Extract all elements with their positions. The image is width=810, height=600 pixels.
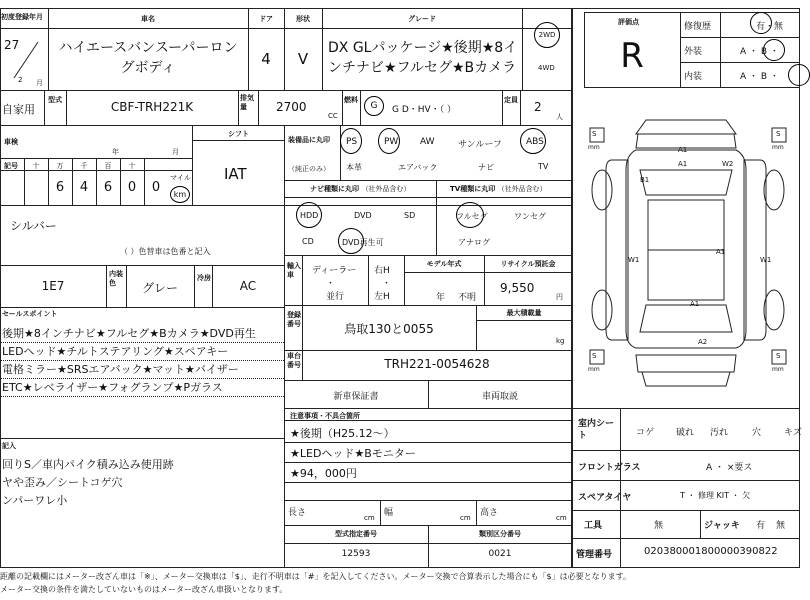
remark-line: 回りS／車内パイク積み込み使用跡 (2, 458, 174, 471)
scale-unit: mm (588, 144, 600, 151)
recycle-unit: 円 (556, 293, 563, 301)
remarks-label: 記入 (2, 442, 16, 450)
management-number: 020380001800000390822 (644, 546, 778, 557)
doors-value: 4 (261, 50, 271, 68)
equipment-option: TV (538, 162, 549, 171)
scale-mark: S (592, 130, 597, 138)
equipment-option: 本革 (346, 163, 362, 172)
reg-month: 2 (18, 76, 23, 84)
new-car-warranty: 新車保証書 (333, 392, 379, 402)
mile-label: マイル (170, 174, 191, 182)
damage-mark: A1 (678, 146, 688, 154)
import-dealer: ディーラー (312, 266, 357, 276)
mileage-symbol-label: 記号 (4, 162, 18, 170)
mileage-unit-label: 万 (56, 162, 64, 170)
recycle-value: 9,550 (500, 281, 535, 295)
displacement-label: 排気量 (240, 94, 254, 111)
equipment-option: PS (346, 137, 358, 147)
max-load-label: 最大積載量 (506, 309, 542, 317)
exterior-grade-circle (763, 39, 785, 61)
tv-option: ワンセグ (514, 212, 546, 221)
sales-point-line: 電格ミラー★SRSエアバック★マット★バイザー (2, 363, 239, 376)
navi-option: DVD再生可 (342, 238, 384, 247)
month-unit: 月 (36, 79, 43, 87)
equipment-option: PW (384, 137, 399, 147)
sales-point-label: セールスポイント (2, 310, 58, 318)
spare-tire-label: スペアタイヤ (578, 493, 632, 503)
navi-option: SD (404, 211, 416, 220)
note-line: ★94，000円 (290, 467, 357, 480)
jack-value: 有 (756, 521, 766, 531)
scale-mark: S (776, 352, 781, 360)
chassis-value: TRH221-0054628 (384, 357, 490, 371)
height-label: 高さ (480, 508, 499, 518)
notes-label: 注意事項・不具合箇所 (290, 412, 360, 420)
equipment-option: AW (420, 137, 435, 147)
mileage-unit-label: 千 (80, 162, 88, 170)
import-dot-2: ・ (382, 279, 392, 289)
score-label: 評価点 (618, 18, 639, 26)
equipment-circle (340, 128, 362, 154)
navi-hdd-circle (296, 202, 322, 228)
equipment-option: ABS (526, 137, 544, 147)
doors-label: ドア (259, 15, 273, 23)
front-glass-value: A ・ ×要ス (706, 463, 753, 473)
first-reg-label: 初度登録年月 (1, 13, 43, 21)
mileage-digit: 4 (79, 180, 89, 195)
registration-value: 鳥取130と0055 (344, 322, 434, 336)
damage-mark: A2 (698, 338, 708, 346)
body-color: シルバー (10, 219, 57, 233)
management-label: 管理番号 (576, 550, 613, 560)
scale-mark: S (592, 352, 597, 360)
length-label: 長さ (288, 508, 307, 518)
class-number-label: 類別区分番号 (479, 530, 521, 538)
damage-mark: W1 (628, 256, 640, 264)
model-year-unit: 年 (436, 293, 446, 303)
damage-mark: B1 (640, 176, 650, 184)
color-code: 1E7 (41, 279, 65, 293)
km-circle: km (170, 186, 190, 203)
damage-mark: W1 (760, 256, 772, 264)
sales-point-line: ETC★レベライザー★フォグランプ★Pガラス (2, 381, 223, 394)
ac-label: 冷房 (197, 274, 211, 282)
sales-point-line: LEDヘッド★チルトステアリング★スペアキー (2, 345, 229, 358)
scale-unit: mm (772, 366, 784, 373)
shift-value: IAT (224, 165, 247, 183)
vehicle-diagram (576, 100, 800, 400)
shape-value: V (297, 50, 309, 68)
damage-mark: A1 (716, 248, 726, 256)
width-unit: cm (460, 514, 471, 522)
interior-color: グレー (141, 281, 178, 295)
inspection-month-unit: 月 (172, 148, 179, 156)
exterior-value: A ・ B ・ (740, 47, 779, 57)
grade-value: DX GLパッケージ★後期★8インチナビ★フルセグ★Bカメラ (328, 40, 518, 76)
note-line: ★LEDヘッド★Bモニター (290, 447, 416, 460)
scale-mark: S (776, 130, 781, 138)
exterior-label: 外装 (684, 47, 703, 57)
ac-value: AC (239, 279, 257, 293)
footer-note-2: メーター交換の条件を満たしていないものはメーター改ざん車扱いとなります。 (0, 585, 288, 594)
tools-label: 工具 (584, 521, 603, 531)
chassis-label: 車台番号 (287, 352, 301, 369)
capacity-label: 定員 (504, 96, 518, 104)
import-left-h: 左H (374, 292, 390, 302)
navi-type-label: ナビ種類に丸印 （社外品含む） (310, 185, 411, 193)
interior-grade-circle (788, 64, 810, 86)
use-type: 自家用 (2, 103, 35, 116)
tools-value: 無 (654, 521, 664, 531)
import-right-h: 右H (374, 266, 390, 276)
equipment-sub: （純正のみ） (288, 165, 330, 173)
seat-condition-item: キズ (784, 428, 802, 438)
note-line: ★後期（H25.12～） (290, 427, 395, 440)
footer-note-1: 距離の記載欄にはメーター改ざん車は「※」、メーター交換車は「$」、走行不明車は「#」を記入してください。メーター交換で合算表示した場合にも「$」は必要となります。 (0, 572, 631, 581)
interior-grade-value: A ・ B ・ (740, 72, 779, 82)
grade-label: グレード (408, 15, 436, 23)
import-label: 輸入車 (287, 262, 301, 279)
spare-tire-value: T ・ 修理 KIT ・ 欠 (680, 491, 751, 500)
model-value: CBF-TRH221K (110, 100, 194, 114)
score-value: R (620, 36, 644, 76)
registration-label: 登録番号 (287, 311, 301, 328)
capacity-unit: 人 (556, 113, 563, 121)
interior-color-label: 内装色 (109, 270, 123, 287)
mileage-unit-label: 百 (104, 162, 112, 170)
tv-option: アナログ (458, 238, 490, 247)
equipment-option: ナビ (478, 163, 494, 172)
damage-mark: A1 (678, 160, 688, 168)
repair-history-label: 修復歴 (684, 22, 712, 32)
navi-dvd-play-circle (338, 228, 364, 254)
mileage-unit-label: 十 (128, 162, 136, 170)
width-label: 幅 (384, 508, 394, 518)
scale-unit: mm (772, 144, 784, 151)
remark-line: ンパーワレ小 (2, 494, 68, 507)
capacity-value: 2 (534, 100, 542, 114)
seat-condition-item: コゲ (636, 428, 655, 438)
seat-label: 室内シート (578, 419, 615, 441)
mileage-digit: 6 (103, 180, 113, 195)
equipment-option: エアバック (398, 163, 438, 172)
class-number-value: 0021 (488, 549, 512, 559)
tv-type-label: TV種類に丸印 （社外品含む） (450, 185, 547, 193)
model-year-label: モデル年式 (426, 260, 462, 268)
car-name-label: 車名 (141, 15, 155, 23)
seat-condition-item: 穴 (752, 428, 762, 438)
fuel-g-circle: G (364, 96, 384, 116)
tv-option: フルセグ (456, 212, 488, 221)
seat-condition-item: 破れ (676, 428, 695, 438)
inspection-year-unit: 年 (112, 148, 119, 156)
fuel-label: 燃料 (344, 96, 358, 104)
shift-label: シフト (228, 130, 249, 138)
jack-label: ジャッキ (704, 521, 740, 531)
kg-unit: kg (556, 337, 565, 345)
mileage-digit: 0 (151, 180, 161, 195)
reg-year: 27 (4, 38, 20, 52)
tv-fullseg-circle (456, 202, 484, 228)
sales-point-line: 後期★8インチナビ★フルセグ★Bカメラ★DVD再生 (2, 327, 256, 340)
model-year-unknown: 不明 (458, 293, 477, 303)
equipment-circle (378, 128, 400, 154)
drive-4wd: 4WD (538, 64, 555, 72)
navi-option: HDD (300, 211, 319, 220)
mileage-unit-label: 十 (32, 162, 40, 170)
equipment-circle (520, 128, 546, 154)
equipment-label: 装備品に丸印 (288, 136, 330, 144)
repair-circle (750, 12, 772, 34)
scale-unit: mm (588, 366, 600, 373)
damage-mark: W2 (722, 160, 734, 168)
fuel-options: G D・HV・（ ） (392, 105, 457, 115)
remark-line: ヤや歪み／シートコゲ穴 (2, 476, 123, 489)
equipment-option: サンルーフ (458, 140, 502, 150)
height-unit: cm (556, 514, 567, 522)
mileage-digit: 6 (55, 180, 65, 195)
import-parallel: 並行 (326, 292, 345, 302)
repair-history-value: 有・無 (756, 22, 784, 32)
import-dot-1: ・ (326, 279, 336, 289)
front-glass-label: フロントガラス (578, 463, 641, 473)
navi-option: DVD (354, 211, 372, 220)
vehicle-manual: 車両取説 (481, 392, 518, 402)
mileage-digit: 0 (127, 180, 137, 195)
displacement-value: 2700 (276, 100, 307, 114)
model-label: 型式 (48, 96, 62, 104)
color-note: （ ）色替車は色番と記入 (120, 247, 211, 256)
damage-mark: A1 (690, 300, 700, 308)
jack-none: 無 (776, 521, 786, 531)
inspection-label: 車検 (4, 138, 18, 146)
length-unit: cm (364, 514, 375, 522)
type-designation-label: 型式指定番号 (335, 530, 377, 538)
interior-grade-label: 内装 (684, 72, 703, 82)
shape-label: 形状 (296, 15, 310, 23)
recycle-label: リサイクル預託金 (500, 260, 556, 268)
drive-2wd-circle: 2WD (534, 22, 560, 48)
cc-unit: CC (328, 112, 338, 120)
navi-option: CD (302, 237, 314, 246)
type-designation-value: 12593 (341, 549, 371, 559)
seat-condition-item: 汚れ (710, 428, 729, 438)
date-slash (10, 40, 40, 80)
car-name: ハイエースバンスーパーロングボディ (58, 40, 238, 76)
